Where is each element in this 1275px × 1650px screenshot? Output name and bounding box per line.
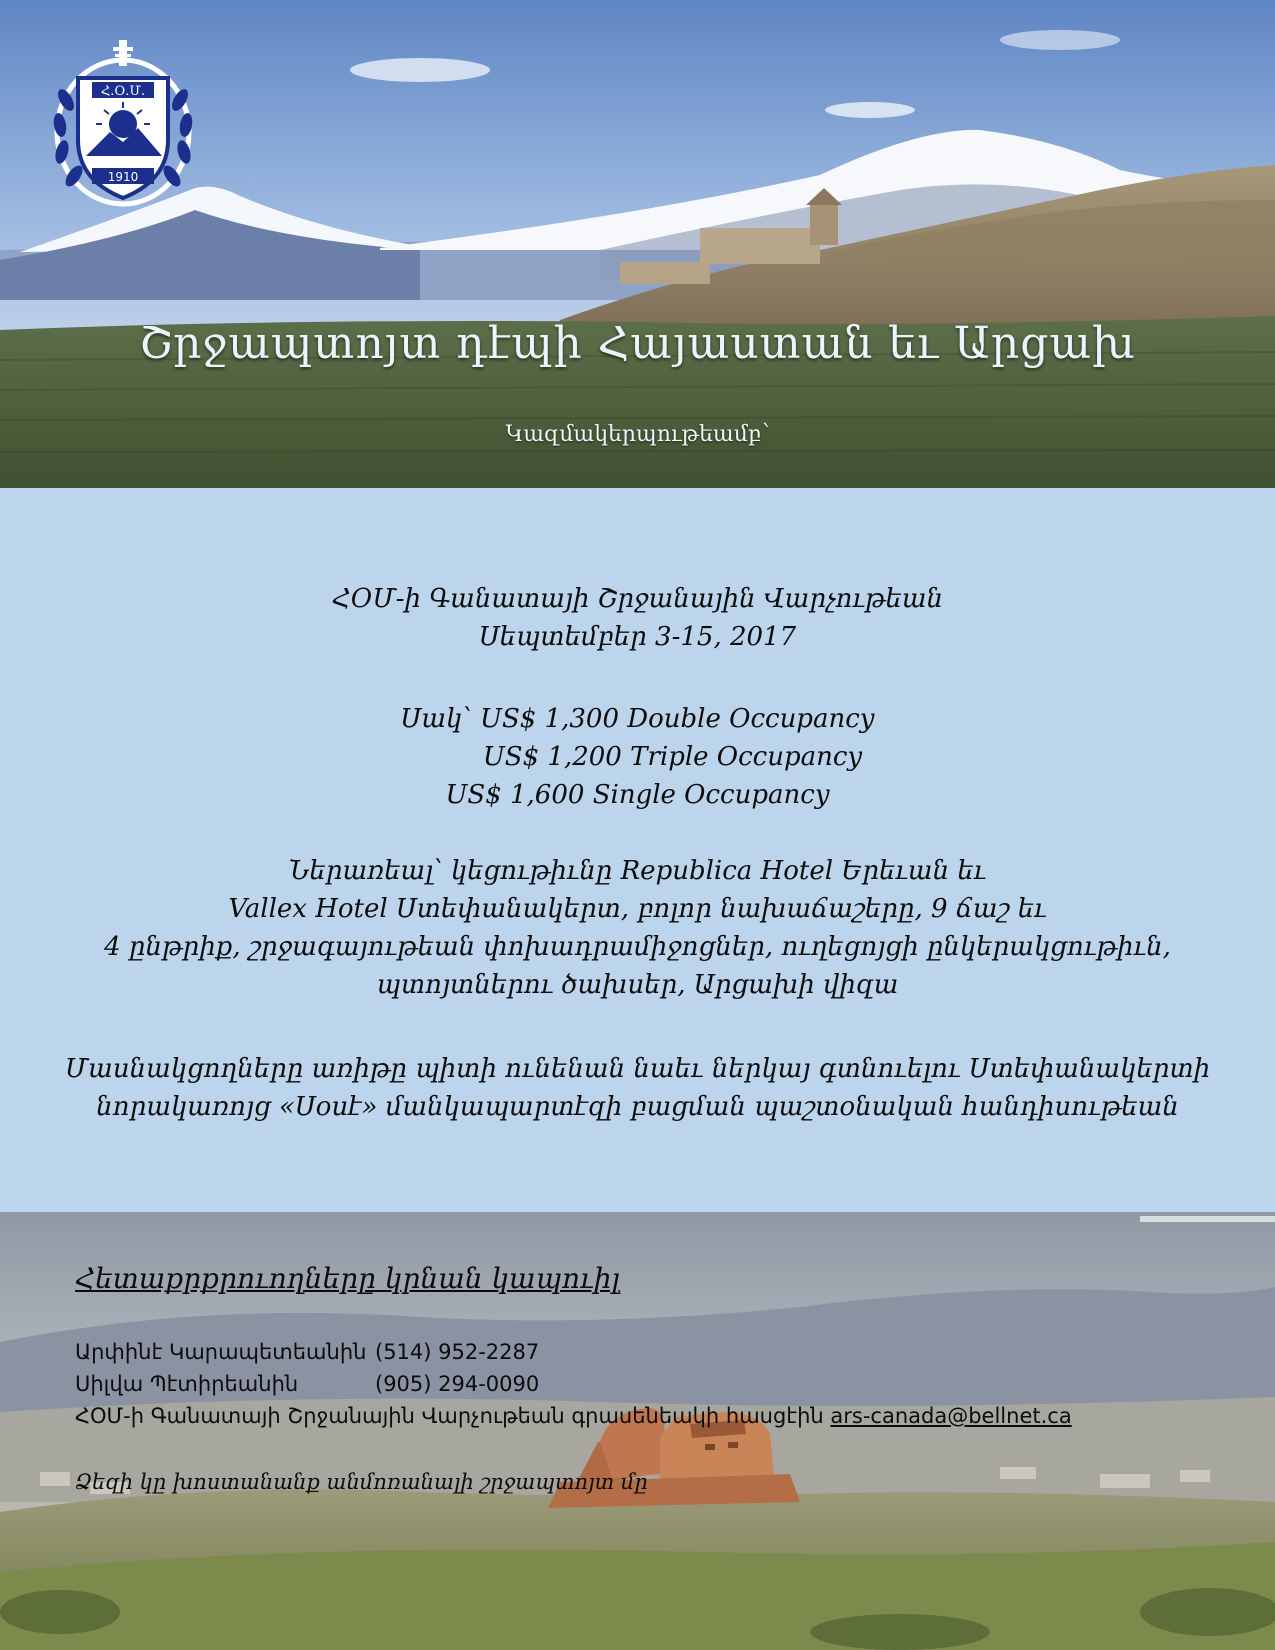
included-services: [60, 852, 1215, 1004]
contact-section: [0, 1212, 1275, 1650]
organizer-block: [60, 580, 1215, 656]
ars-emblem-icon: [52, 40, 194, 212]
organizer-name: ՀՕՄ-ի Գանատայի Շրջանային Վարչութեան: [331, 584, 944, 614]
contact-person-2: [75, 1372, 540, 1396]
price-triple: US$ 1,200 Triple Occupancy: [482, 742, 863, 772]
includes-line-4: պտոյտներու ծախսեր, Արցախի վիզա: [376, 970, 899, 1000]
includes-line-3: 4 ընթրիք, շրջագայութեան փոխադրամիջոցներ, ուղեցոյցի ընկերակցութիւն,: [104, 932, 1171, 962]
office-text: ՀՕՄ-ի Գանատայի Շրջանային Վարչութեան գրասենեակի հասցէին: [75, 1404, 824, 1428]
price-double: Սակ՝ US$ 1,300 Double Occupancy: [400, 704, 875, 734]
note-line-1: Մասնակցողները առիթը պիտի ունենան նաեւ ներկայ գտնուելու Ստեփանակերտի: [64, 1054, 1211, 1084]
contact-phone-1[interactable]: (514) 952-2287: [375, 1340, 540, 1364]
price-list: [60, 700, 1215, 814]
contact-phone-2[interactable]: (905) 294-0090: [375, 1372, 540, 1396]
contact-name-1: Արփինէ Կարապետեանին: [75, 1340, 367, 1364]
special-event-note: [60, 1050, 1215, 1126]
contact-office: [75, 1404, 1072, 1428]
includes-line-1: Ներառեալ՝ կեցութիւնը Republica Hotel Երեւան եւ: [288, 856, 987, 886]
contact-heading: Հետաքրքրուողները կրնան կապուիլ: [75, 1262, 620, 1295]
emblem-year-text: 1910: [107, 170, 139, 184]
includes-line-2: Vallex Hotel Ստեփանակերտ, բոլոր նախաճաշերը, 9 ճաշ եւ: [228, 894, 1047, 924]
price-single: US$ 1,600 Single Occupancy: [445, 780, 830, 810]
closing-promise: Ձեզի կը խոստանանք անմոռանալի շրջապտոյտ մը: [75, 1470, 648, 1494]
contact-name-2: Սիլվա Պէտիրեանին: [75, 1372, 299, 1396]
organized-by-label: Կազմակերպութեամբ՝: [505, 422, 770, 447]
trip-info-section: [0, 488, 1275, 1212]
note-line-2: նորակառոյց «Սօսէ» մանկապարտէզի բացման պաշտօնական հանդիսութեան: [96, 1092, 1179, 1122]
top-banner: [0, 0, 1275, 488]
contact-person-1: [75, 1340, 540, 1364]
trip-dates: Սեպտեմբեր 3-15, 2017: [478, 622, 797, 652]
emblem-top-text: Հ.Օ.Մ.: [100, 84, 146, 99]
contact-email-link[interactable]: ars-canada@bellnet.ca: [830, 1404, 1072, 1428]
trip-title: Շրջապտոյտ դէպի Հայաստան եւ Արցախ: [139, 318, 1136, 369]
